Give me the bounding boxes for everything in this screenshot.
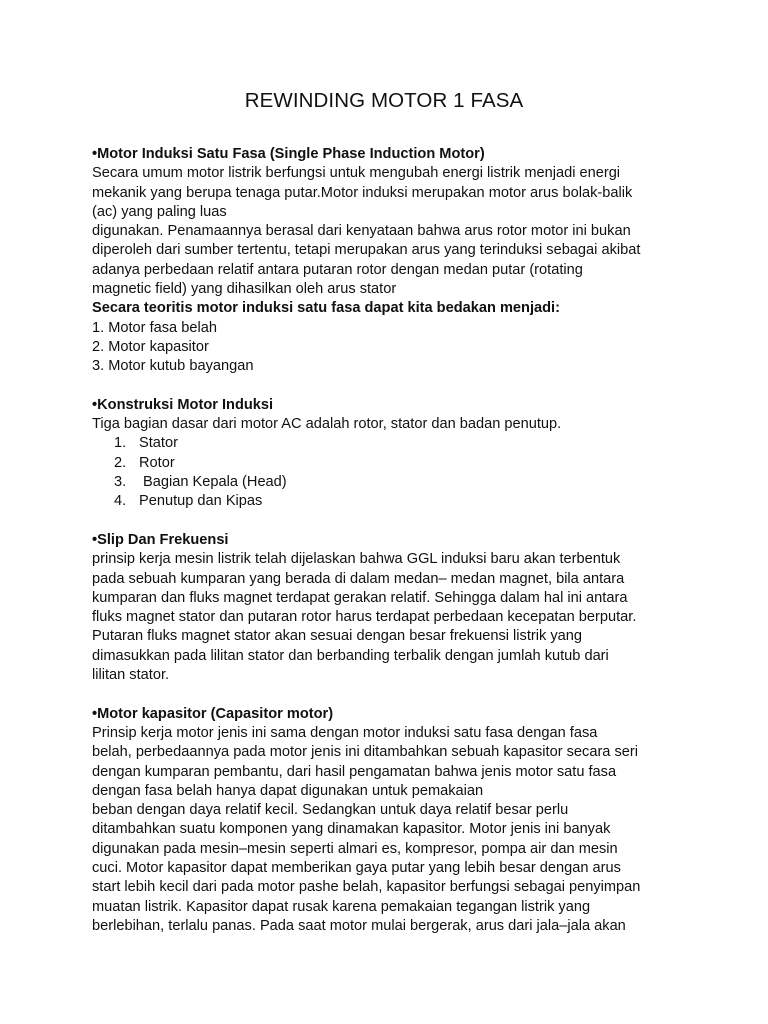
paragraph-line: Prinsip kerja motor jenis ini sama dengan motor induksi satu fasa dengan fasa: [92, 724, 598, 741]
paragraph-line: lilitan stator.: [92, 667, 170, 684]
paragraph-line: pada sebuah kumparan yang berada di dalam medan– medan magnet, bila antara: [92, 570, 625, 587]
paragraph-line: Tiga bagian dasar dari motor AC adalah rotor, stator dan badan penutup.: [92, 416, 562, 433]
list-text: Bagian Kepala (Head): [139, 474, 287, 491]
list-item: [92, 473, 692, 492]
section-heading-motor-induksi-satu-fasa: •Motor Induksi Satu Fasa (Single Phase Induction Motor): [92, 146, 485, 162]
list-text: Rotor: [139, 454, 175, 471]
paragraph-line: dengan kumparan pembantu, dari hasil pengamatan bahwa jenis motor satu fasa: [92, 763, 617, 780]
paragraph-line: dengan fasa belah hanya dapat digunakan untuk pemakaian: [92, 782, 484, 799]
paragraph-line: digunakan. Penamaannya berasal dari kenyataan bahwa arus rotor motor ini bukan: [92, 223, 631, 240]
list-text: Stator: [139, 435, 178, 452]
paragraph-line: prinsip kerja mesin listrik telah dijelaskan bahwa GGL induksi baru akan terbentuk: [92, 551, 621, 568]
paragraph-line: beban dengan daya relatif kecil. Sedangkan untuk daya relatif besar perlu: [92, 802, 569, 819]
paragraph-line: kumparan dan fluks magnet terdapat gerakan relatif. Sehingga dalam hal ini antara: [92, 589, 628, 606]
paragraph-line: ditambahkan suatu komponen yang dinamakan kapasitor. Motor jenis ini banyak: [92, 821, 611, 838]
list-item: [92, 454, 692, 473]
paragraph-line: digunakan pada mesin–mesin seperti almari es, kompresor, pompa air dan mesin: [92, 840, 618, 857]
paragraph-line: belah, perbedaannya pada motor jenis ini ditambahkan sebuah kapasitor secara seri: [92, 744, 638, 761]
paragraph-line: (ac) yang paling luas: [92, 203, 227, 220]
paragraph-line: adanya perbedaan relatif antara putaran rotor dengan medan putar (rotating: [92, 261, 583, 278]
list-text: Penutup dan Kipas: [139, 493, 263, 510]
list-item: [92, 434, 692, 453]
paragraph-line: diperoleh dari sumber tertentu, tetapi merupakan arus yang terinduksi sebagai akibat: [92, 242, 641, 259]
paragraph-line: Putaran fluks magnet stator akan sesuai dengan besar frekuensi listrik yang: [92, 628, 582, 645]
paragraph-line: start lebih kecil dari pada motor pashe belah, kapasitor berfungsi sebagai penyimpan: [92, 879, 641, 896]
section-heading-motor-kapasitor: •Motor kapasitor (Capasitor motor): [92, 705, 334, 722]
numbered-list: [92, 434, 692, 511]
spacer: [92, 685, 692, 704]
list-item: [92, 492, 692, 511]
paragraph-line: dimasukkan pada lilitan stator dan berbanding terbalik dengan jumlah kutub dari: [92, 647, 609, 664]
spacer: [92, 512, 692, 531]
paragraph-line: fluks magnet stator dan putaran rotor harus terdapat perbedaan kecepatan berputar.: [92, 609, 637, 626]
list-number: 1.: [114, 435, 127, 452]
spacer: [92, 377, 692, 396]
paragraph-line: berlebihan, terlalu panas. Pada saat motor mulai bergerak, arus dari jala–jala akan: [92, 917, 626, 934]
paragraph-line: Secara umum motor listrik berfungsi untuk mengubah energi listrik menjadi energi: [92, 165, 621, 182]
list-number: 4.: [114, 493, 127, 510]
paragraph-line: magnetic field) yang dihasilkan oleh arus stator: [92, 281, 397, 298]
list-item: 2. Motor kapasitor: [92, 338, 209, 355]
paragraph-line: muatan listrik. Kapasitor dapat rusak karena pemakaian tegangan listrik yang: [92, 898, 591, 915]
list-item: 1. Motor fasa belah: [92, 319, 217, 336]
paragraph-line: cuci. Motor kapasitor dapat memberikan gaya putar yang lebih besar dengan arus: [92, 859, 621, 876]
list-number: 2.: [114, 454, 127, 471]
section-heading-konstruksi-motor-induksi: •Konstruksi Motor Induksi: [92, 396, 274, 413]
section-heading-slip-dan-frekuensi: •Slip Dan Frekuensi: [92, 531, 229, 548]
list-item: 3. Motor kutub bayangan: [92, 358, 254, 375]
document-body: [92, 145, 692, 936]
paragraph-line: mekanik yang berupa tenaga putar.Motor induksi merupakan motor arus bolak-balik: [92, 184, 633, 201]
bold-statement: Secara teoritis motor induksi satu fasa dapat kita bedakan menjadi:: [92, 300, 560, 317]
list-number: 3.: [114, 474, 127, 491]
document-title: REWINDING MOTOR 1 FASA: [244, 89, 524, 112]
